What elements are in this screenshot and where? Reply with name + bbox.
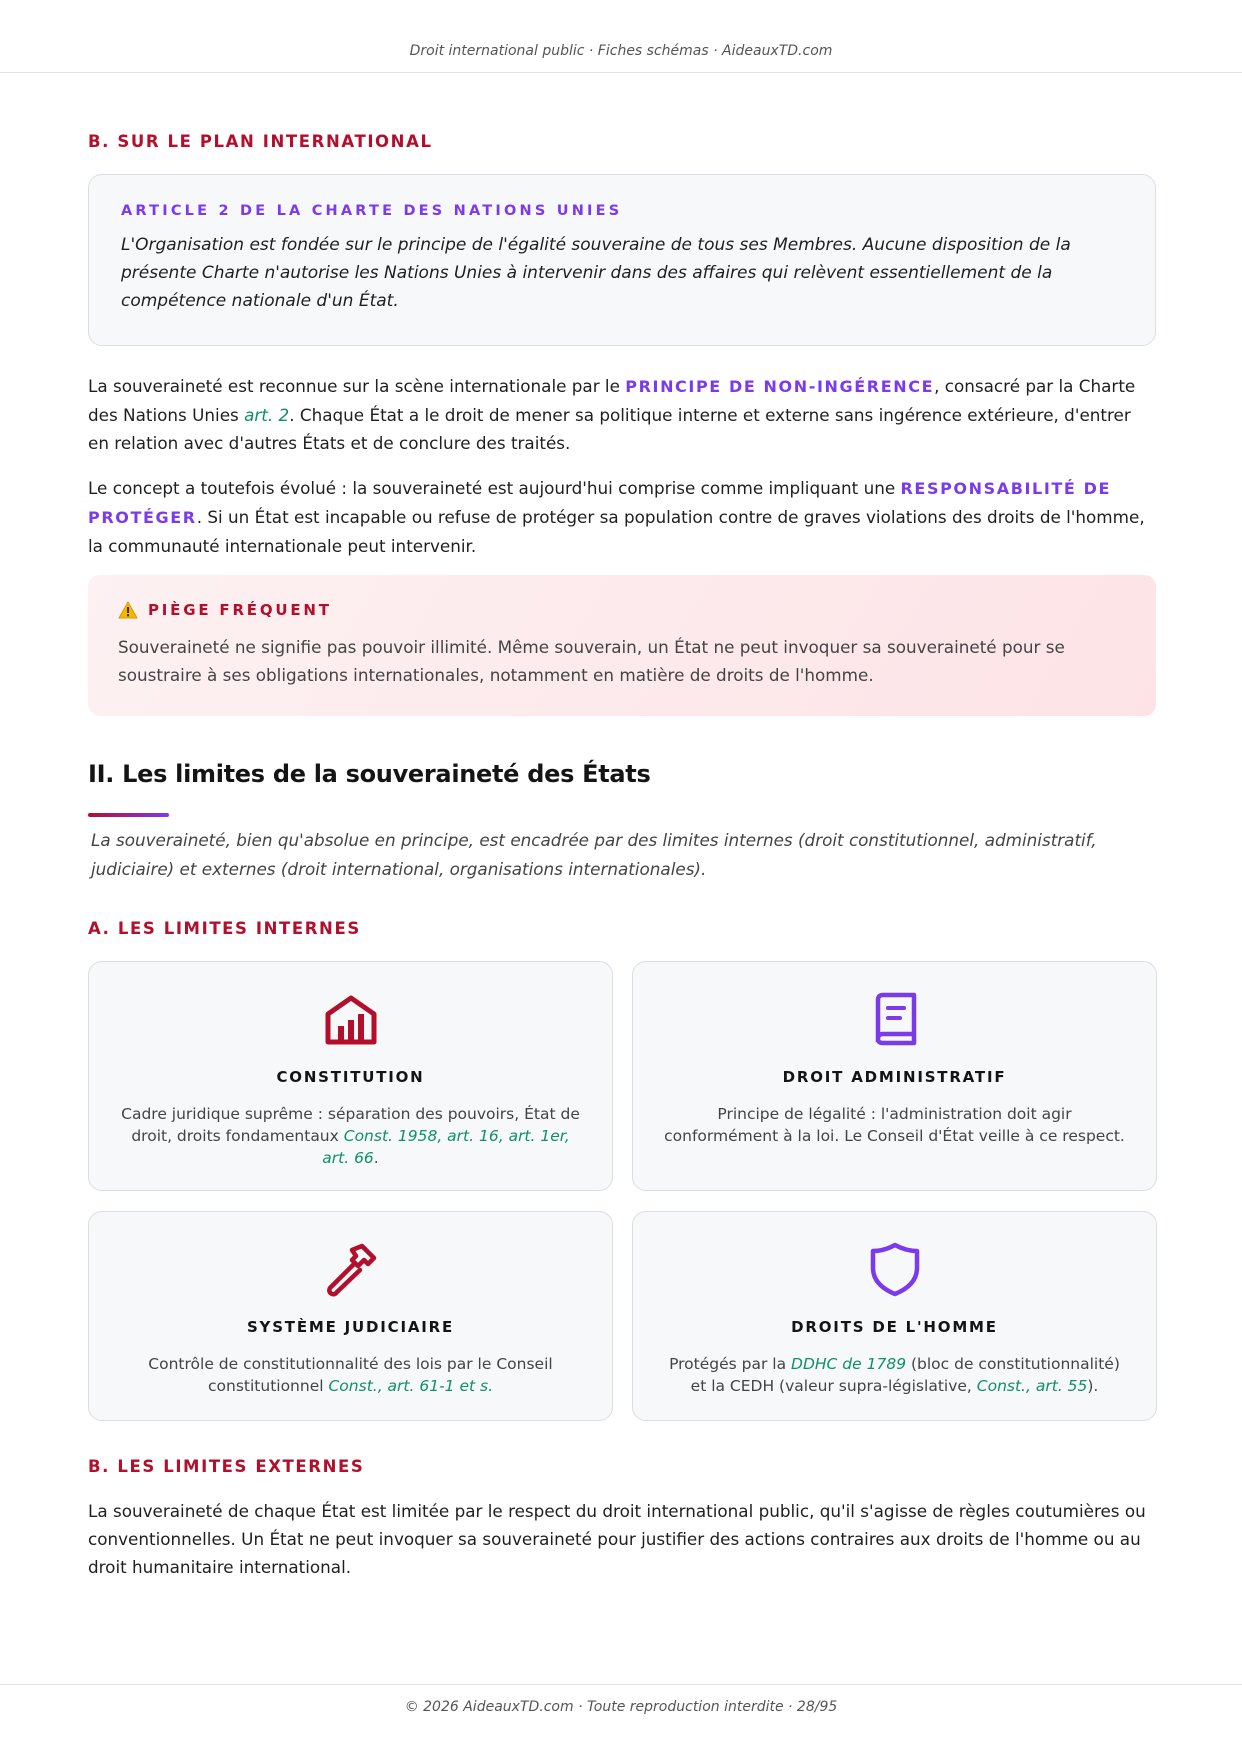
title-underline <box>88 813 169 817</box>
card-constitution <box>88 961 613 1191</box>
text-fragment: ). <box>1087 1377 1099 1395</box>
building-chart-icon <box>322 990 380 1048</box>
card-droit-administratif <box>632 961 1157 1191</box>
page-header <box>0 0 1242 73</box>
part-title: II. Les limites de la souveraineté des États <box>88 760 651 788</box>
text-fragment: . Si un État est incapable ou refuse de protéger sa population contre de graves violations des droits de l'homme, la communauté internationale peut intervenir. <box>88 507 1145 556</box>
shield-icon <box>866 1240 924 1298</box>
quote-text: L'Organisation est fondée sur le principe de l'égalité souveraine de tous ses Membres. Aucune disposition de la présente Charte n'autorise les Nations Unies à intervenir dans des affaires qui relèvent essentiellement de la compétence nationale d'un État. <box>121 235 1071 311</box>
keyword-responsabilite: RESPONSABILITÉ DE PROTÉGER <box>88 479 1112 527</box>
card-text <box>117 1103 584 1169</box>
legal-reference: Const., art. 61-1 et s. <box>328 1377 493 1395</box>
legal-reference: Const. 1958, art. 16, art. 1er, art. 66 <box>322 1127 570 1167</box>
card-title: DROIT ADMINISTRATIF <box>782 1068 1007 1086</box>
card-title: DROITS DE L'HOMME <box>791 1318 998 1336</box>
text-fragment: , consacré par la Charte des Nations Unies <box>88 376 1136 425</box>
text-fragment: La souveraineté est reconnue sur la scène internationale par le <box>88 376 626 396</box>
text-fragment: Protégés par la <box>669 1355 792 1373</box>
card-text <box>661 1353 1128 1397</box>
text-fragment: . <box>373 1149 379 1167</box>
text-fragment: . Chaque État a le droit de mener sa politique interne et externe sans ingérence extérieure, d'entrer en relation avec d'autres États et de conclure des traités. <box>88 405 1131 453</box>
section-title-international: B. SUR LE PLAN INTERNATIONAL <box>88 132 433 151</box>
card-title: CONSTITUTION <box>276 1068 425 1086</box>
section-title-internal: A. LES LIMITES INTERNES <box>88 919 361 938</box>
card-text <box>117 1353 584 1397</box>
book-icon <box>866 990 924 1048</box>
hammer-icon <box>322 1240 380 1298</box>
trap-title-row <box>118 601 1126 619</box>
card-systeme-judiciaire <box>88 1211 613 1421</box>
header-text: Droit international public · Fiches schémas · AideauxTD.com <box>409 43 833 59</box>
card-droits-de-l-homme <box>632 1211 1157 1421</box>
paragraph-responsabilite <box>88 474 1156 560</box>
trap-text: Souveraineté ne signifie pas pouvoir illimité. Même souverain, un État ne peut invoquer sa souveraineté pour se soustraire à ses obligations internationales, notamment en matière de droits de l'homme. <box>118 637 1065 685</box>
paragraph-external-limits: La souveraineté de chaque État est limitée par le respect du droit international public, qu'il s'agisse de règles coutumières ou conventionnelles. Un État ne peut invoquer sa souveraineté pour justifier des actions contraires aux droits de l'homme ou au droit humanitaire international. <box>88 1501 1146 1577</box>
text-fragment: (bloc de constitutionnalité) et la CEDH (valeur supra-législative, <box>690 1355 1120 1395</box>
quote-title: ARTICLE 2 DE LA CHARTE DES NATIONS UNIES <box>121 203 623 219</box>
warning-icon <box>118 601 138 619</box>
paragraph-non-ingerence <box>88 372 1156 457</box>
footer-text: © 2026 AideauxTD.com · Toute reproduction interdite · 28/95 <box>404 1699 838 1715</box>
legal-reference: Const., art. 55 <box>976 1377 1088 1395</box>
text-fragment: Contrôle de constitutionnalité des lois par le Conseil constitutionnel <box>148 1355 553 1395</box>
section-title-external: B. LES LIMITES EXTERNES <box>88 1457 365 1476</box>
text-fragment: Cadre juridique suprême : séparation des pouvoirs, État de droit, droits fondamentaux <box>121 1105 580 1145</box>
page-footer <box>0 1684 1242 1715</box>
trap-title: PIÈGE FRÉQUENT <box>148 601 332 619</box>
card-title: SYSTÈME JUDICIAIRE <box>246 1318 455 1336</box>
keyword-non-ingerence: PRINCIPE DE NON-INGÉRENCE <box>625 377 935 396</box>
part-intro: La souveraineté, bien qu'absolue en principe, est encadrée par des limites internes (droit constitutionnel, administratif, judiciaire) et externes (droit international, organisations internationales). <box>91 830 1097 879</box>
card-text: Principe de légalité : l'administration doit agir conformément à la loi. Le Conseil d'État veille à ce respect. <box>664 1105 1125 1145</box>
legal-reference: DDHC de 1789 <box>791 1355 907 1373</box>
legal-reference: art. 2 <box>244 405 290 425</box>
text-fragment: Le concept a toutefois évolué : la souveraineté est aujourd'hui comprise comme impliquant une <box>88 478 901 498</box>
charter-quote-box <box>88 174 1156 346</box>
trap-callout <box>88 575 1156 716</box>
